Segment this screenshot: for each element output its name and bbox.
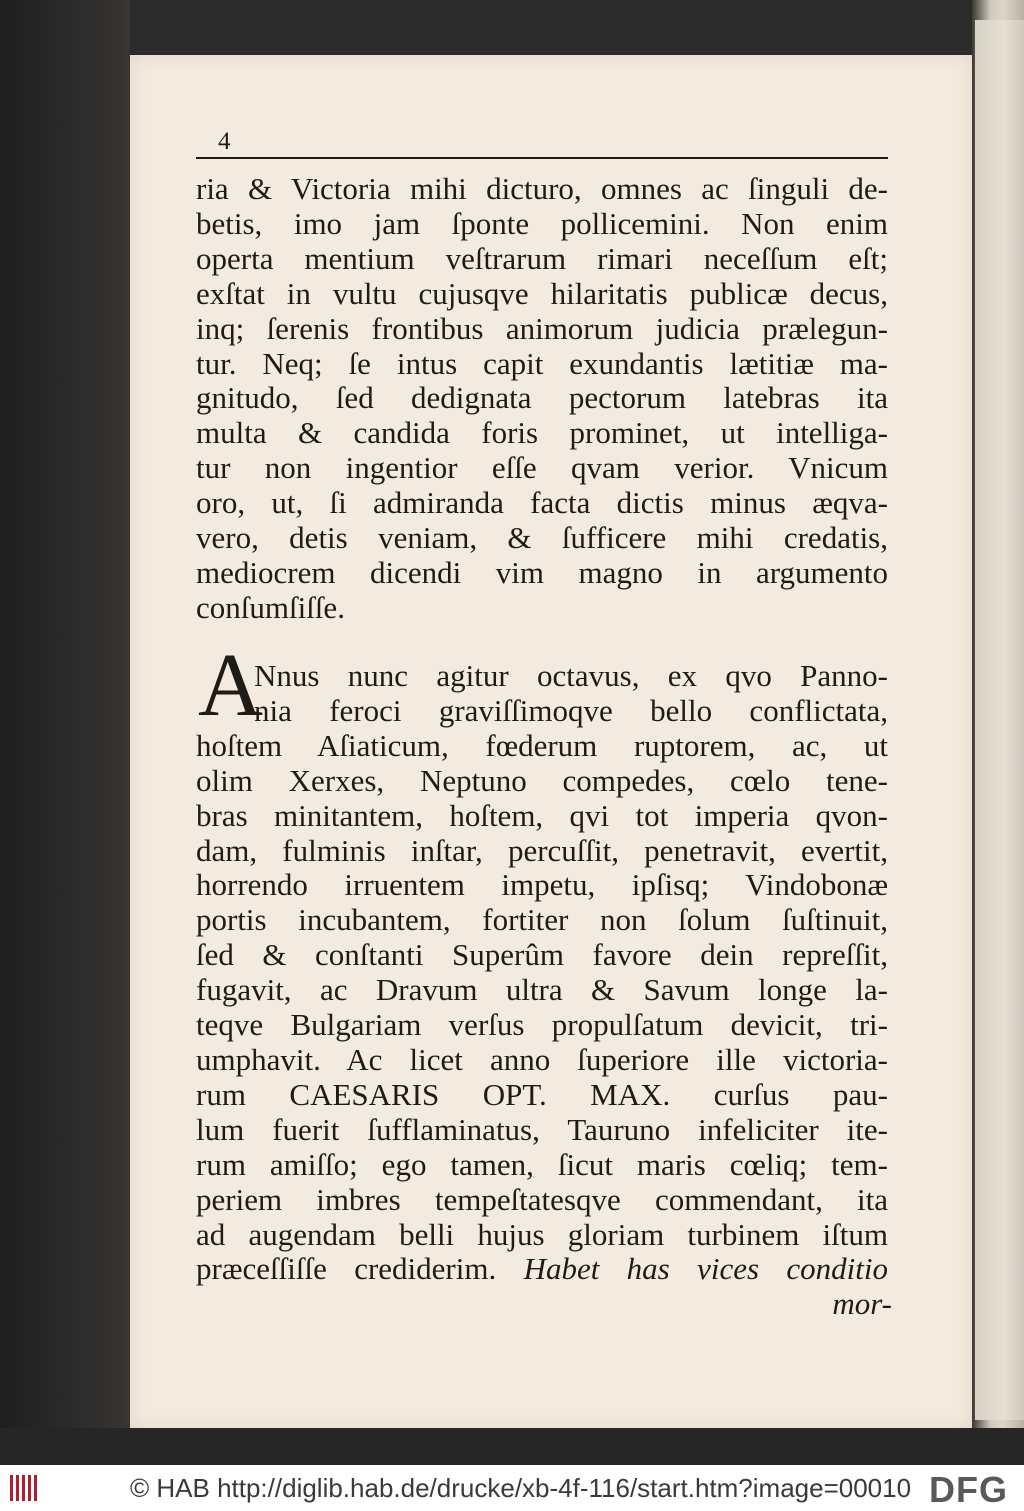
text-line: multa & candida foris prominet, ut intelliga- <box>196 415 888 451</box>
text-line: umphavit. Ac licet anno ſuperiore ille victoria- <box>196 1041 888 1077</box>
text-line: exſtat in vultu cujusqve hilaritatis publicæ decus, <box>196 275 888 311</box>
text-line-final <box>196 1252 888 1287</box>
text-line: portis incubantem, fortiter non ſolum ſuſtinuit, <box>196 902 888 938</box>
text-line: lum fuerit ſufflaminatus, Tauruno infeliciter ite- <box>196 1111 888 1147</box>
text-line: ad augendam belli hujus gloriam turbinem iſtum <box>196 1216 888 1252</box>
paragraph-1 <box>196 172 888 626</box>
text-line: oro, ut, ſi admiranda facta dictis minus æqva- <box>196 485 888 521</box>
text-line: Nnus nunc agitur octavus, ex qvo Panno- <box>254 658 888 693</box>
text-line: tur non ingentior eſſe qvam verior. Vnicum <box>196 450 888 486</box>
text-line: vero, detis veniam, & ſufficere mihi credatis, <box>196 520 888 556</box>
footer-source-link[interactable]: © HAB http://diglib.hab.de/drucke/xb-4f-116/start.htm?image=00010 <box>130 1473 912 1503</box>
text-line: tur. Neq; ſe intus capit exundantis lætitiæ ma- <box>196 345 888 381</box>
text-line: dam, fulminis inſtar, percuſſit, penetravit, evertit, <box>196 832 888 868</box>
text-line: hoſtem Aſiaticum, fœderum ruptorem, ac, ut <box>196 727 888 763</box>
footer-bar <box>0 1465 1024 1511</box>
text-line: gnitudo, ſed dedignata pectorum latebras ita <box>196 380 888 416</box>
barcode-logo-icon <box>10 1475 40 1501</box>
final-line-italic: Habet has vices conditio <box>523 1251 889 1287</box>
text-line: ſed & conſtanti Superûm favore dein repreſſit, <box>196 937 888 973</box>
text-line: mediocrem dicendi vim magno in argumento <box>196 554 888 590</box>
text-line: rum amiſſo; ego tamen, ſicut maris cœliq; tem- <box>196 1146 888 1182</box>
catchword: mor- <box>832 1286 892 1321</box>
text-line: conſumſiſſe. <box>196 589 345 625</box>
paragraph-2 <box>196 659 888 1287</box>
text-line: nia feroci graviſſimoqve bello conflictata, <box>254 692 888 728</box>
text-line: fugavit, ac Dravum ultra & Savum longe la- <box>196 972 888 1008</box>
scan-background-bottom <box>0 1428 1024 1465</box>
dfg-logo: DFG <box>929 1469 1008 1510</box>
text-line: teqve Bulgariam verſus propulſatum devicit, tri- <box>196 1007 888 1043</box>
text-line: olim Xerxes, Neptuno compedes, cœlo tene- <box>196 762 888 798</box>
header-rule <box>196 157 888 159</box>
text-line: periem imbres tempeſtatesqve commendant, ita <box>196 1181 888 1217</box>
text-line: betis, imo jam ſponte pollicemini. Non enim <box>196 205 888 241</box>
text-line: rum CAESARIS OPT. MAX. curſus pau- <box>196 1076 888 1112</box>
scan-background-left <box>0 0 130 1465</box>
text-line: ria & Victoria mihi dicturo, omnes ac ſinguli de- <box>196 171 888 206</box>
page-number: 4 <box>218 128 231 155</box>
drop-cap: A <box>198 636 263 735</box>
text-line: horrendo irruentem impetu, ipſisq; Vindobonæ <box>196 867 888 903</box>
text-line: operta mentium veſtrarum rimari neceſſum eſt; <box>196 240 888 276</box>
adjacent-page-edge <box>975 20 1024 1420</box>
final-line-roman: præceſſiſſe crediderim. <box>196 1251 497 1287</box>
text-line: bras minitantem, hoſtem, qvi tot imperia qvon- <box>196 797 888 833</box>
text-line: inq; ſerenis frontibus animorum judicia prælegun- <box>196 310 888 346</box>
